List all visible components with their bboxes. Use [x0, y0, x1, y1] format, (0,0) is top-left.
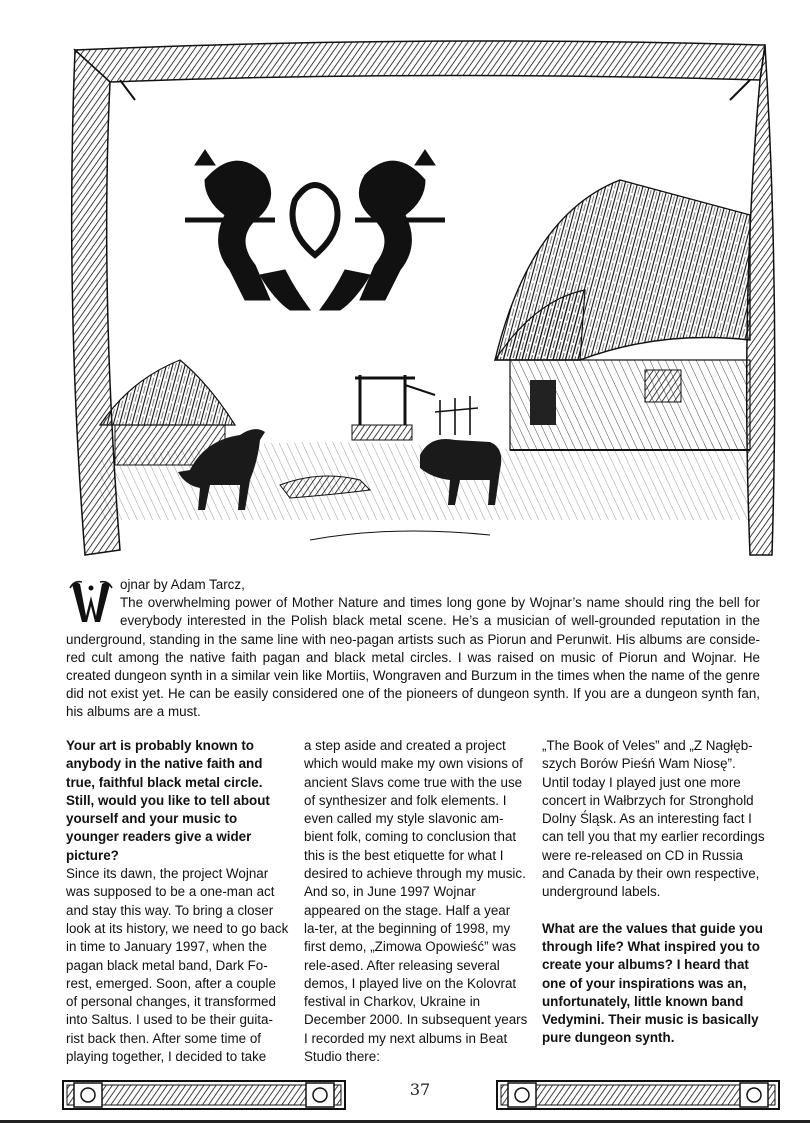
column-3 [542, 737, 766, 1047]
article-lead: ojnar by Adam Tarcz, [120, 577, 245, 592]
page-footer [60, 1070, 780, 1118]
decorative-dropcap [66, 578, 116, 626]
page-number: 37 [409, 1080, 431, 1099]
column-2 [304, 737, 528, 1065]
question-1: Your art is probably known to anybody in the native faith and true, faithful black metal circle. Still, would you like to tell about yourself and your music to younger readers give a wider picture? [66, 738, 270, 863]
band-logo [185, 150, 445, 310]
right-cottage [495, 180, 750, 450]
answer-1-part-1: Since its dawn, the project Wojnar was supposed to be a one-man act and stay this way. To bring a closer look at its history, we need to go back in time to January 1997, when the pagan black metal band, Dark Fo-rest, emerged. Soon, after a couple of personal changes, it transformed into Saltus. I used to be their guita-rist back then. After some time of playing together, I decided to take [66, 866, 289, 1065]
well [352, 375, 435, 440]
answer-1-part-2: a step aside and created a project which would make my own visions of ancient Slavs come true with the use of synthesizer and folk elements. I even called my style slavonic am-bient folk, coming to conclusion that this is the best etiquette for what I desired to achieve through my music. And so, in June 1997 Wojnar appeared on the stage. Half a year la-ter, at the beginning of 1998, my first demo, „Zimowa Opowieść” was rele-ased. After releasing several demos, I played live on the Kolovrat festival in Charkov, Ukraine in December 2000. In subsequent years I recorded my next albums in Beat Studio there: [304, 738, 528, 1065]
question-2: What are the values that guide you through life? What inspired you to create your albums? I heard that one of your inspirations was an, unfortunately, little known band Vedymini. Their music is basically pure dungeon synth. [542, 920, 763, 1046]
column-1 [66, 737, 290, 1065]
article-intro [66, 576, 760, 722]
answer-1-part-3: „The Book of Veles” and „Z Nagłęb-szych Borów Pieśń Wam Niosę”. Until today I played just one more concert in Wałbrzych for Stronghold Dolny Śląsk. As an interesting fact I can tell you that my earlier recordings were re-released on CD in Russia and Canada by their own respective, underground labels. [542, 738, 765, 900]
illustration-village-scene [60, 40, 780, 565]
ornament-band-right [496, 1078, 780, 1112]
article-intro-text: The overwhelming power of Mother Nature and times long gone by Wojnar’s name should ring the bell for everybody interested in the Polish black metal scene. He’s a musician of well-grounded reputation in the underground, standing in the same line with neo-pagan artists such as Piorun and Perunwit. His albums are conside-red cult among the native faith pagan and black metal circles. I was raised on music of Piorun and Wojnar. He created dungeon synth in a similar vein like Mortiis, Wongraven and Burzum in the times when the name of the genre did not exist yet. He can be easily considered one of the pioneers of dungeon synth. If you are a dungeon synth fan, his albums are a must. [66, 595, 760, 720]
ornament-band-left [62, 1078, 346, 1112]
interview-columns [66, 737, 766, 1065]
